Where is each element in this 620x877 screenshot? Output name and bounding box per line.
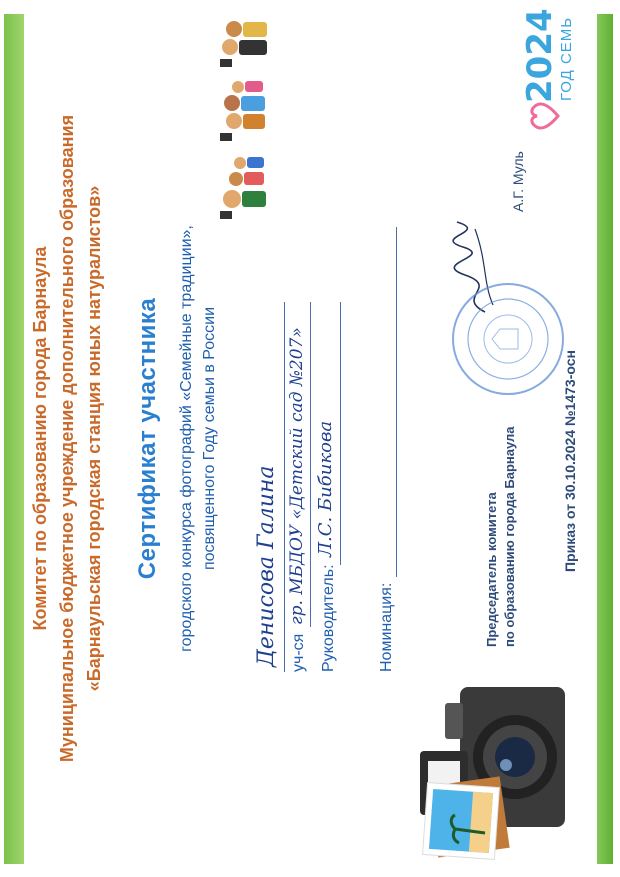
- org-line-2: Муниципальное бюджетное учреждение дополнительного образования: [57, 114, 77, 763]
- contest-line-2: посвященного Году семьи в России: [201, 306, 218, 571]
- official-stamp: [448, 279, 568, 399]
- logo-subtitle: ГОД СЕМЬ: [558, 16, 575, 101]
- nomination-underline: [396, 227, 397, 577]
- signature-position-line-1: Председатель комитета: [484, 492, 499, 647]
- leader-label: Руководитель:: [320, 564, 337, 672]
- leader-name: Л.С. Бибикова: [315, 420, 336, 557]
- logo-year: 2024: [520, 8, 560, 103]
- contest-line-1: городского конкурса фотографий «Семейные традиции»,: [178, 225, 195, 652]
- certificate-title: Сертификат участника: [134, 297, 161, 580]
- photo-print-icon: [415, 768, 510, 863]
- family-clip-icon: [210, 0, 290, 225]
- signatory-name: А.Г. Муль: [510, 151, 526, 212]
- signature-position-line-2: по образованию города Барнаула: [502, 426, 517, 647]
- org-line-1: Комитет по образованию города Барнаула: [30, 246, 50, 631]
- nomination-label: Номинация:: [378, 582, 395, 672]
- participant-prefix: уч-ся: [290, 633, 307, 672]
- school-underline: [310, 302, 311, 627]
- participant-name: Денисова Галина: [254, 465, 279, 667]
- year-of-family-logo: [528, 99, 560, 133]
- order-reference: Приказ от 30.10.2024 №1473-осн: [562, 350, 578, 572]
- org-line-3: «Барнаульская городская станция юных натуралистов»: [84, 185, 104, 692]
- participant-school: гр. МБДОУ «Детский сад №207»: [287, 327, 307, 625]
- name-underline: [284, 302, 285, 672]
- leader-underline: [340, 302, 341, 565]
